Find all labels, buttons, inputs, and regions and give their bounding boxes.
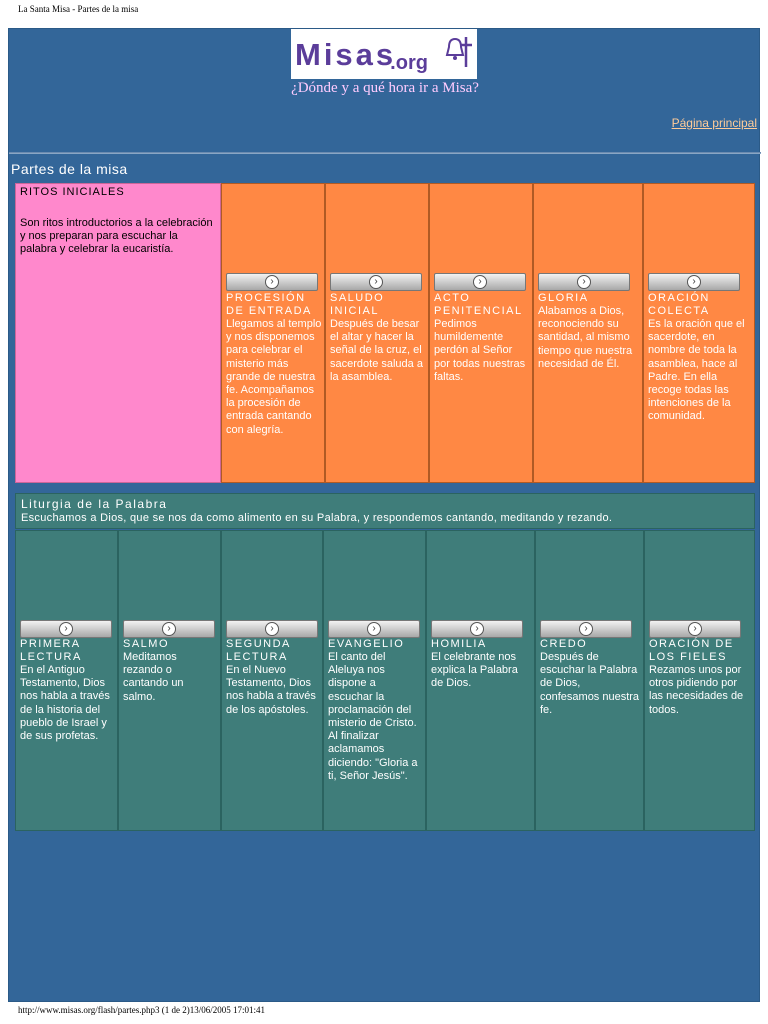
- section-title: Partes de la misa: [11, 161, 128, 177]
- liturgia-item-description: El celebrante nos explica la Palabra de Dios.: [431, 651, 518, 690]
- arrow-right-icon: ›: [470, 622, 484, 636]
- ritos-intro-cell: [15, 183, 221, 483]
- liturgia-item-description: En el Antiguo Testamento, Dios nos habla a través de la historia del pueblo de Israel y de sus profetas.: [20, 664, 110, 743]
- ritos-item-acto-penitencial: [429, 183, 533, 483]
- liturgia-item-description: El canto del Aleluya nos dispone a escuchar la proclamación del misterio de Cristo. Al finalizar aclamamos diciendo: "Gloria a ti, Señor Jesús".: [328, 651, 418, 782]
- arrow-right-icon: ›: [162, 622, 176, 636]
- ritos-description: Son ritos introductorios a la celebración y nos preparan para escuchar la palabra y celebrar la eucaristía.: [20, 217, 213, 255]
- liturgia-item-button[interactable]: [226, 620, 318, 638]
- liturgia-item-homilia: [426, 530, 535, 831]
- liturgia-item-button[interactable]: [123, 620, 215, 638]
- ritos-item-description: Después de besar el altar y hacer la señal de la cruz, el sacerdote saluda a la asamblea.: [330, 318, 423, 383]
- ritos-item-button[interactable]: [538, 273, 630, 291]
- liturgia-item-button[interactable]: [540, 620, 632, 638]
- ritos-item-button[interactable]: [330, 273, 422, 291]
- liturgia-item-title: SEGUNDA LECTURA: [226, 638, 291, 663]
- ritos-item-button[interactable]: [434, 273, 526, 291]
- liturgia-item-title: SALMO: [123, 638, 170, 650]
- liturgia-item-description: En el Nuevo Testamento, Dios nos habla a través de los apóstoles.: [226, 664, 316, 716]
- home-link[interactable]: Página principal: [671, 116, 757, 130]
- ritos-item-title: ACTO PENITENCIAL: [434, 292, 523, 317]
- liturgia-item-description: Después de escuchar la Palabra de Dios, confesamos nuestra fe.: [540, 651, 640, 716]
- liturgia-item-segunda-lectura: [221, 530, 323, 831]
- liturgia-item-title: PRIMERA LECTURA: [20, 638, 82, 663]
- ritos-item-title: PROCESIÓN DE ENTRADA: [226, 292, 312, 317]
- arrow-right-icon: ›: [577, 275, 591, 289]
- ritos-item-title: SALUDO INICIAL: [330, 292, 385, 317]
- page-container: [8, 28, 760, 1002]
- liturgia-item-description: Rezamos unos por otros pidiendo por las necesidades de todos.: [649, 664, 744, 716]
- liturgia-item-button[interactable]: [431, 620, 523, 638]
- liturgia-item-button[interactable]: [649, 620, 741, 638]
- ritos-item-oracion-colecta: [643, 183, 755, 483]
- liturgia-header: [15, 493, 755, 529]
- liturgia-item-credo: [535, 530, 644, 831]
- liturgia-item-title: ORACIÓN DE LOS FIELES: [649, 638, 734, 663]
- arrow-right-icon: ›: [688, 622, 702, 636]
- ritos-item-gloria: [533, 183, 643, 483]
- liturgia-row: [15, 530, 755, 831]
- liturgia-item-button[interactable]: [20, 620, 112, 638]
- arrow-right-icon: ›: [265, 622, 279, 636]
- liturgia-item-description: Meditamos rezando o cantando un salmo.: [123, 651, 184, 703]
- arrow-right-icon: ›: [59, 622, 73, 636]
- liturgia-item-title: HOMILIA: [431, 638, 487, 650]
- arrow-right-icon: ›: [473, 275, 487, 289]
- liturgia-description: Escuchamos a Dios, que se nos da como alimento en su Palabra, y respondemos cantando, meditando y rezando.: [21, 512, 613, 524]
- divider: [9, 152, 761, 154]
- arrow-right-icon: ›: [687, 275, 701, 289]
- ritos-title: RITOS INICIALES: [20, 186, 125, 198]
- liturgia-item-primera-lectura: [15, 530, 118, 831]
- ritos-item-button[interactable]: [226, 273, 318, 291]
- liturgia-item-salmo: [118, 530, 221, 831]
- liturgia-item-oracion-fieles: [644, 530, 755, 831]
- arrow-right-icon: ›: [265, 275, 279, 289]
- liturgia-item-evangelio: [323, 530, 426, 831]
- logo-suffix: .org: [390, 52, 428, 74]
- liturgia-item-title: CREDO: [540, 638, 588, 650]
- logo-word: Misas: [295, 36, 397, 72]
- church-bell-cross-icon: [439, 33, 473, 71]
- liturgia-title: Liturgia de la Palabra: [21, 497, 168, 511]
- ritos-item-description: Alabamos a Dios, reconociendo su santidad, al mismo tiempo que nuestra necesidad de Él.: [538, 305, 633, 370]
- arrow-right-icon: ›: [369, 275, 383, 289]
- ritos-item-procesion: [221, 183, 325, 483]
- liturgia-item-button[interactable]: [328, 620, 420, 638]
- arrow-right-icon: ›: [579, 622, 593, 636]
- ritos-item-description: Pedimos humildemente perdón al Señor por todas nuestras faltas.: [434, 318, 526, 383]
- arrow-right-icon: ›: [367, 622, 381, 636]
- ritos-item-title: ORACIÓN COLECTA: [648, 292, 710, 317]
- site-logo[interactable]: [291, 29, 477, 79]
- ritos-iniciales-row: [15, 183, 755, 483]
- print-footer: http://www.misas.org/flash/partes.php3 (1 de 2)13/06/2005 17:01:41: [18, 1005, 265, 1015]
- ritos-item-title: GLORIA: [538, 292, 589, 304]
- ritos-item-description: Llegamos al templo y nos disponemos para celebrar el misterio más grande de nuestra fe. Acompañamos la procesión de entrada cantando con alegría.: [226, 318, 322, 436]
- print-header: La Santa Misa - Partes de la misa: [18, 4, 139, 14]
- ritos-item-description: Es la oración que el sacerdote, en nombre de toda la asamblea, hace al Padre. En ella recoge todas las intenciones de la comunidad.: [648, 318, 745, 423]
- ritos-item-saludo: [325, 183, 429, 483]
- liturgia-item-title: EVANGELIO: [328, 638, 405, 650]
- tagline: ¿Dónde y a qué hora ir a Misa?: [291, 80, 479, 96]
- ritos-item-button[interactable]: [648, 273, 740, 291]
